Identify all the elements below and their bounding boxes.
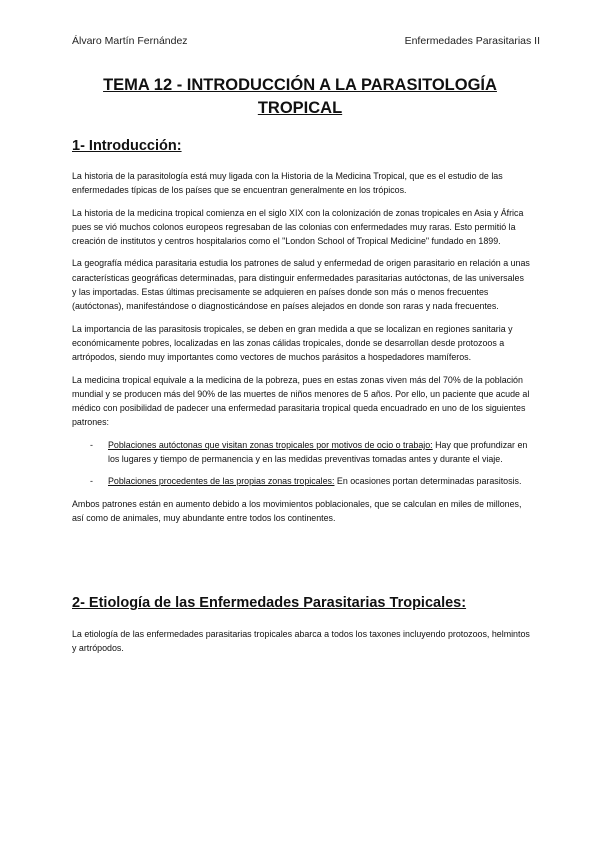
bullet-item bbox=[72, 438, 530, 467]
section-2-heading: 2- Etiología de las Enfermedades Parasitarias Tropicales: bbox=[72, 595, 467, 611]
section-1-body bbox=[72, 169, 530, 533]
bullet-title: Poblaciones procedentes de las propias zonas tropicales: bbox=[108, 476, 335, 487]
paragraph: La geografía médica parasitaria estudia los patrones de salud y enfermedad de origen parasitario en relación a unas características geográficas determinadas, para distinguir enfermedades parasitarias autóctonas, de las universales y las importadas. Estas últimas precisamente se adquieren en países donde son más o menos frecuentes (autóctonas), manifestándose o diagnosticándose en países alejados en donde son raras y nada frecuentes. bbox=[72, 258, 530, 312]
paragraph: La historia de la parasitología está muy ligada con la Historia de la Medicina Tropical, que es el estudio de las enfermedades típicas de los países que se encuentran generalmente en los trópicos. bbox=[72, 171, 503, 196]
paragraph: La historia de la medicina tropical comienza en el siglo XIX con la colonización de zonas tropicales en Asia y África pues se vió muchos colonos europeos regresaban de las colonias con enfermedades muy raras. Esto permitió la creación de institutos y centros hospitalarios como el "London School of Tropical Medicine" fundado en 1899. bbox=[72, 207, 524, 247]
bullet-item bbox=[72, 474, 530, 488]
paragraph: La medicina tropical equivale a la medicina de la pobreza, pues en estas zonas viven más del 70% de la población mundial y se producen más del 90% de las muertes de niños menores de 5 años. Por ello, un paciente que acude al médico con posibilidad de padecer una enfermedad parasitaria tropical queda encuadrado en uno de los siguientes patrones: bbox=[72, 374, 530, 428]
paragraph: La etiología de las enfermedades parasitarias tropicales abarca a todos los taxones incluyendo protozoos, helmintos y artrópodos. bbox=[72, 629, 530, 654]
bullet-text: Hay que profundizar en los lugares y tiempo de permanencia y en las medidas preventivas tomadas antes y durante el viaje. bbox=[108, 439, 528, 465]
header-author: Álvaro Martín Fernández bbox=[72, 35, 188, 47]
paragraph: La importancia de las parasitosis tropicales, se deben en gran medida a que se localizan en regiones sanitaria y económicamente pobres, localizadas en las zonas cálidas tropicales, donde se desarrollan desde protozoos a artrópodos, siendo muy importantes como vectores de muchos parásitos a hospedadores mamíferos. bbox=[72, 323, 513, 363]
document-title: TEMA 12 - INTRODUCCIÓN A LA PARASITOLOGÍA TROPICAL bbox=[103, 76, 497, 117]
bullet-dash: - bbox=[90, 439, 93, 450]
bullet-text: En ocasiones portan determinadas parasitosis. bbox=[336, 476, 522, 487]
bullet-dash: - bbox=[90, 476, 93, 487]
paragraph: Ambos patrones están en aumento debido a los movimientos poblacionales, que se calculan en miles de millones, así como de animales, muy abundante entre todos los continentes. bbox=[72, 498, 522, 523]
section-2-body bbox=[72, 627, 530, 664]
section-1-heading: 1- Introducción: bbox=[72, 138, 182, 154]
bullet-title: Poblaciones autóctonas que visitan zonas tropicales por motivos de ocio o trabajo: bbox=[108, 439, 433, 450]
header-subject: Enfermedades Parasitarias II bbox=[404, 35, 540, 47]
